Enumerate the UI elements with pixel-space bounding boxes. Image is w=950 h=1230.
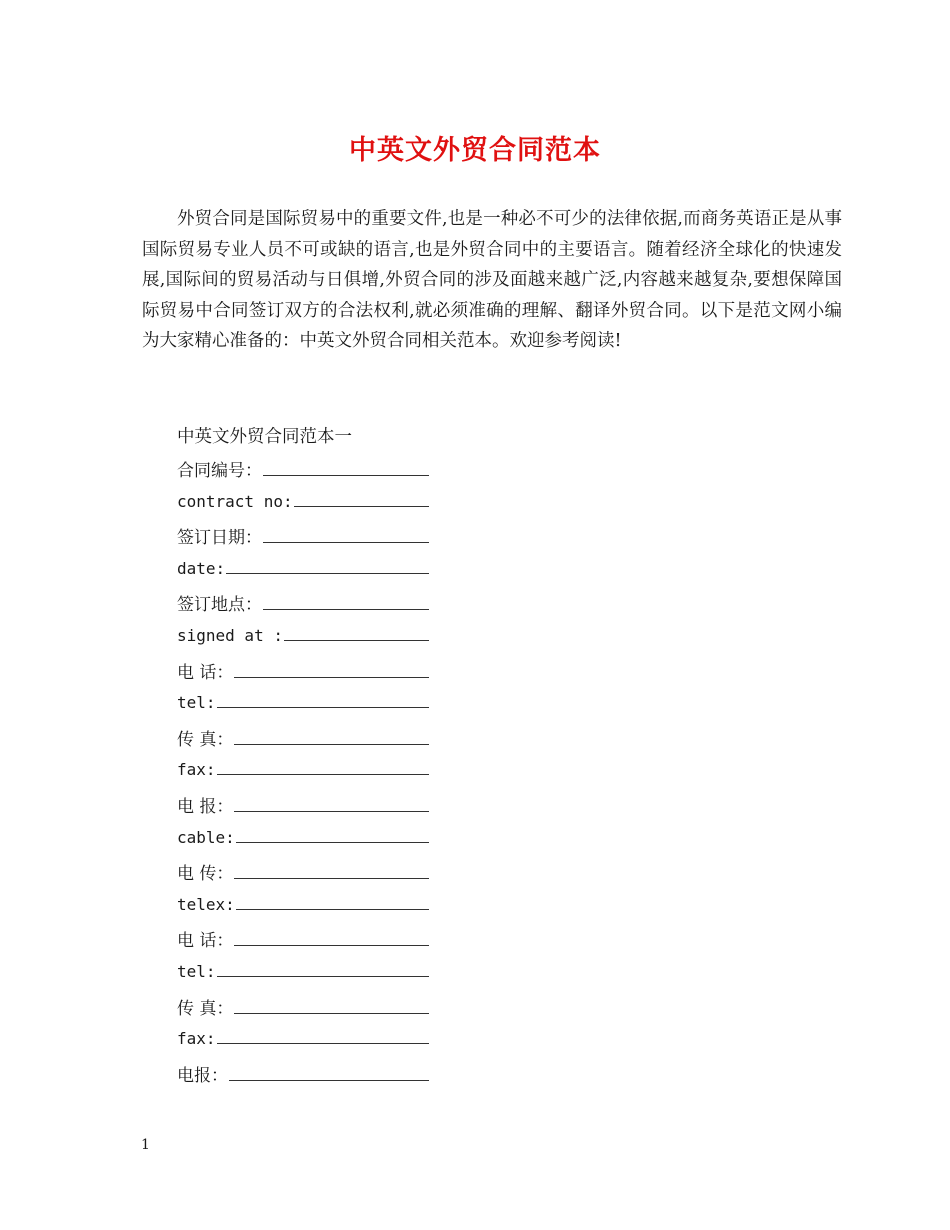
field-label: cable:: [177, 827, 235, 847]
contract-field: [177, 792, 429, 826]
field-blank-line[interactable]: [236, 893, 429, 910]
field-blank-line[interactable]: [217, 758, 429, 775]
field-label: 电报：: [177, 1065, 228, 1086]
field-blank-line[interactable]: [234, 997, 429, 1014]
contract-field: [177, 590, 429, 624]
contract-field: [177, 826, 429, 860]
field-label: 传 真：: [177, 998, 234, 1019]
field-label: 电 传：: [177, 864, 234, 885]
field-blank-line[interactable]: [234, 862, 429, 879]
field-blank-line[interactable]: [217, 691, 429, 708]
field-label: 电 报：: [177, 796, 234, 817]
field-blank-line[interactable]: [229, 1064, 429, 1081]
field-blank-line[interactable]: [236, 826, 429, 843]
field-label: 签订日期：: [177, 528, 262, 549]
field-blank-line[interactable]: [234, 795, 429, 812]
field-blank-line[interactable]: [226, 557, 429, 574]
field-label: 电 话：: [177, 931, 234, 952]
field-blank-line[interactable]: [217, 1027, 429, 1044]
field-label: tel:: [177, 693, 216, 713]
contract-subtitle: 中英文外贸合同范本一: [177, 427, 352, 447]
contract-field: [177, 893, 429, 927]
contract-field: [177, 1027, 429, 1061]
contract-field: [177, 994, 429, 1028]
contract-field: [177, 960, 429, 994]
field-label: telex:: [177, 894, 235, 914]
contract-field: [177, 624, 429, 658]
contract-field: [177, 490, 429, 524]
contract-field: [177, 758, 429, 792]
intro-paragraph: 外贸合同是国际贸易中的重要文件,也是一种必不可少的法律依据,而商务英语正是从事国际贸易专业人员不可或缺的语言,也是外贸合同中的主要语言。随着经济全球化的快速发展,国际间的贸易活动与日俱增,外贸合同的涉及面越来越广泛,内容越来越复杂,要想保障国际贸易中合同签订双方的合法权利,就必须准确的理解、翻译外贸合同。以下是范文网小编为大家精心准备的：中英文外贸合同相关范本。欢迎参考阅读!: [142, 209, 842, 352]
contract-field: [177, 859, 429, 893]
field-blank-line[interactable]: [294, 490, 429, 507]
field-blank-line[interactable]: [217, 960, 429, 977]
field-label: tel:: [177, 961, 216, 981]
contract-field-list: [177, 456, 429, 1094]
contract-field: [177, 926, 429, 960]
contract-field: [177, 557, 429, 591]
field-label: fax:: [177, 1029, 216, 1049]
field-blank-line[interactable]: [234, 929, 429, 946]
field-label: contract no:: [177, 491, 293, 511]
field-label: date:: [177, 558, 226, 578]
document-title: 中英文外贸合同范本: [349, 135, 601, 166]
field-label: fax:: [177, 760, 216, 780]
field-label: 传 真：: [177, 729, 234, 750]
field-blank-line[interactable]: [234, 661, 429, 678]
field-label: signed at :: [177, 625, 283, 645]
page-number: 1: [141, 1137, 150, 1153]
field-blank-line[interactable]: [263, 459, 429, 476]
field-blank-line[interactable]: [284, 624, 429, 641]
contract-field: [177, 691, 429, 725]
contract-field: [177, 456, 429, 490]
field-blank-line[interactable]: [234, 728, 429, 745]
contract-field: [177, 658, 429, 692]
field-blank-line[interactable]: [263, 526, 429, 543]
field-blank-line[interactable]: [263, 593, 429, 610]
field-label: 电 话：: [177, 662, 234, 683]
contract-field: [177, 725, 429, 759]
field-label: 签订地点：: [177, 595, 262, 616]
contract-field: [177, 1061, 429, 1095]
field-label: 合同编号：: [177, 461, 262, 481]
contract-field: [177, 523, 429, 557]
